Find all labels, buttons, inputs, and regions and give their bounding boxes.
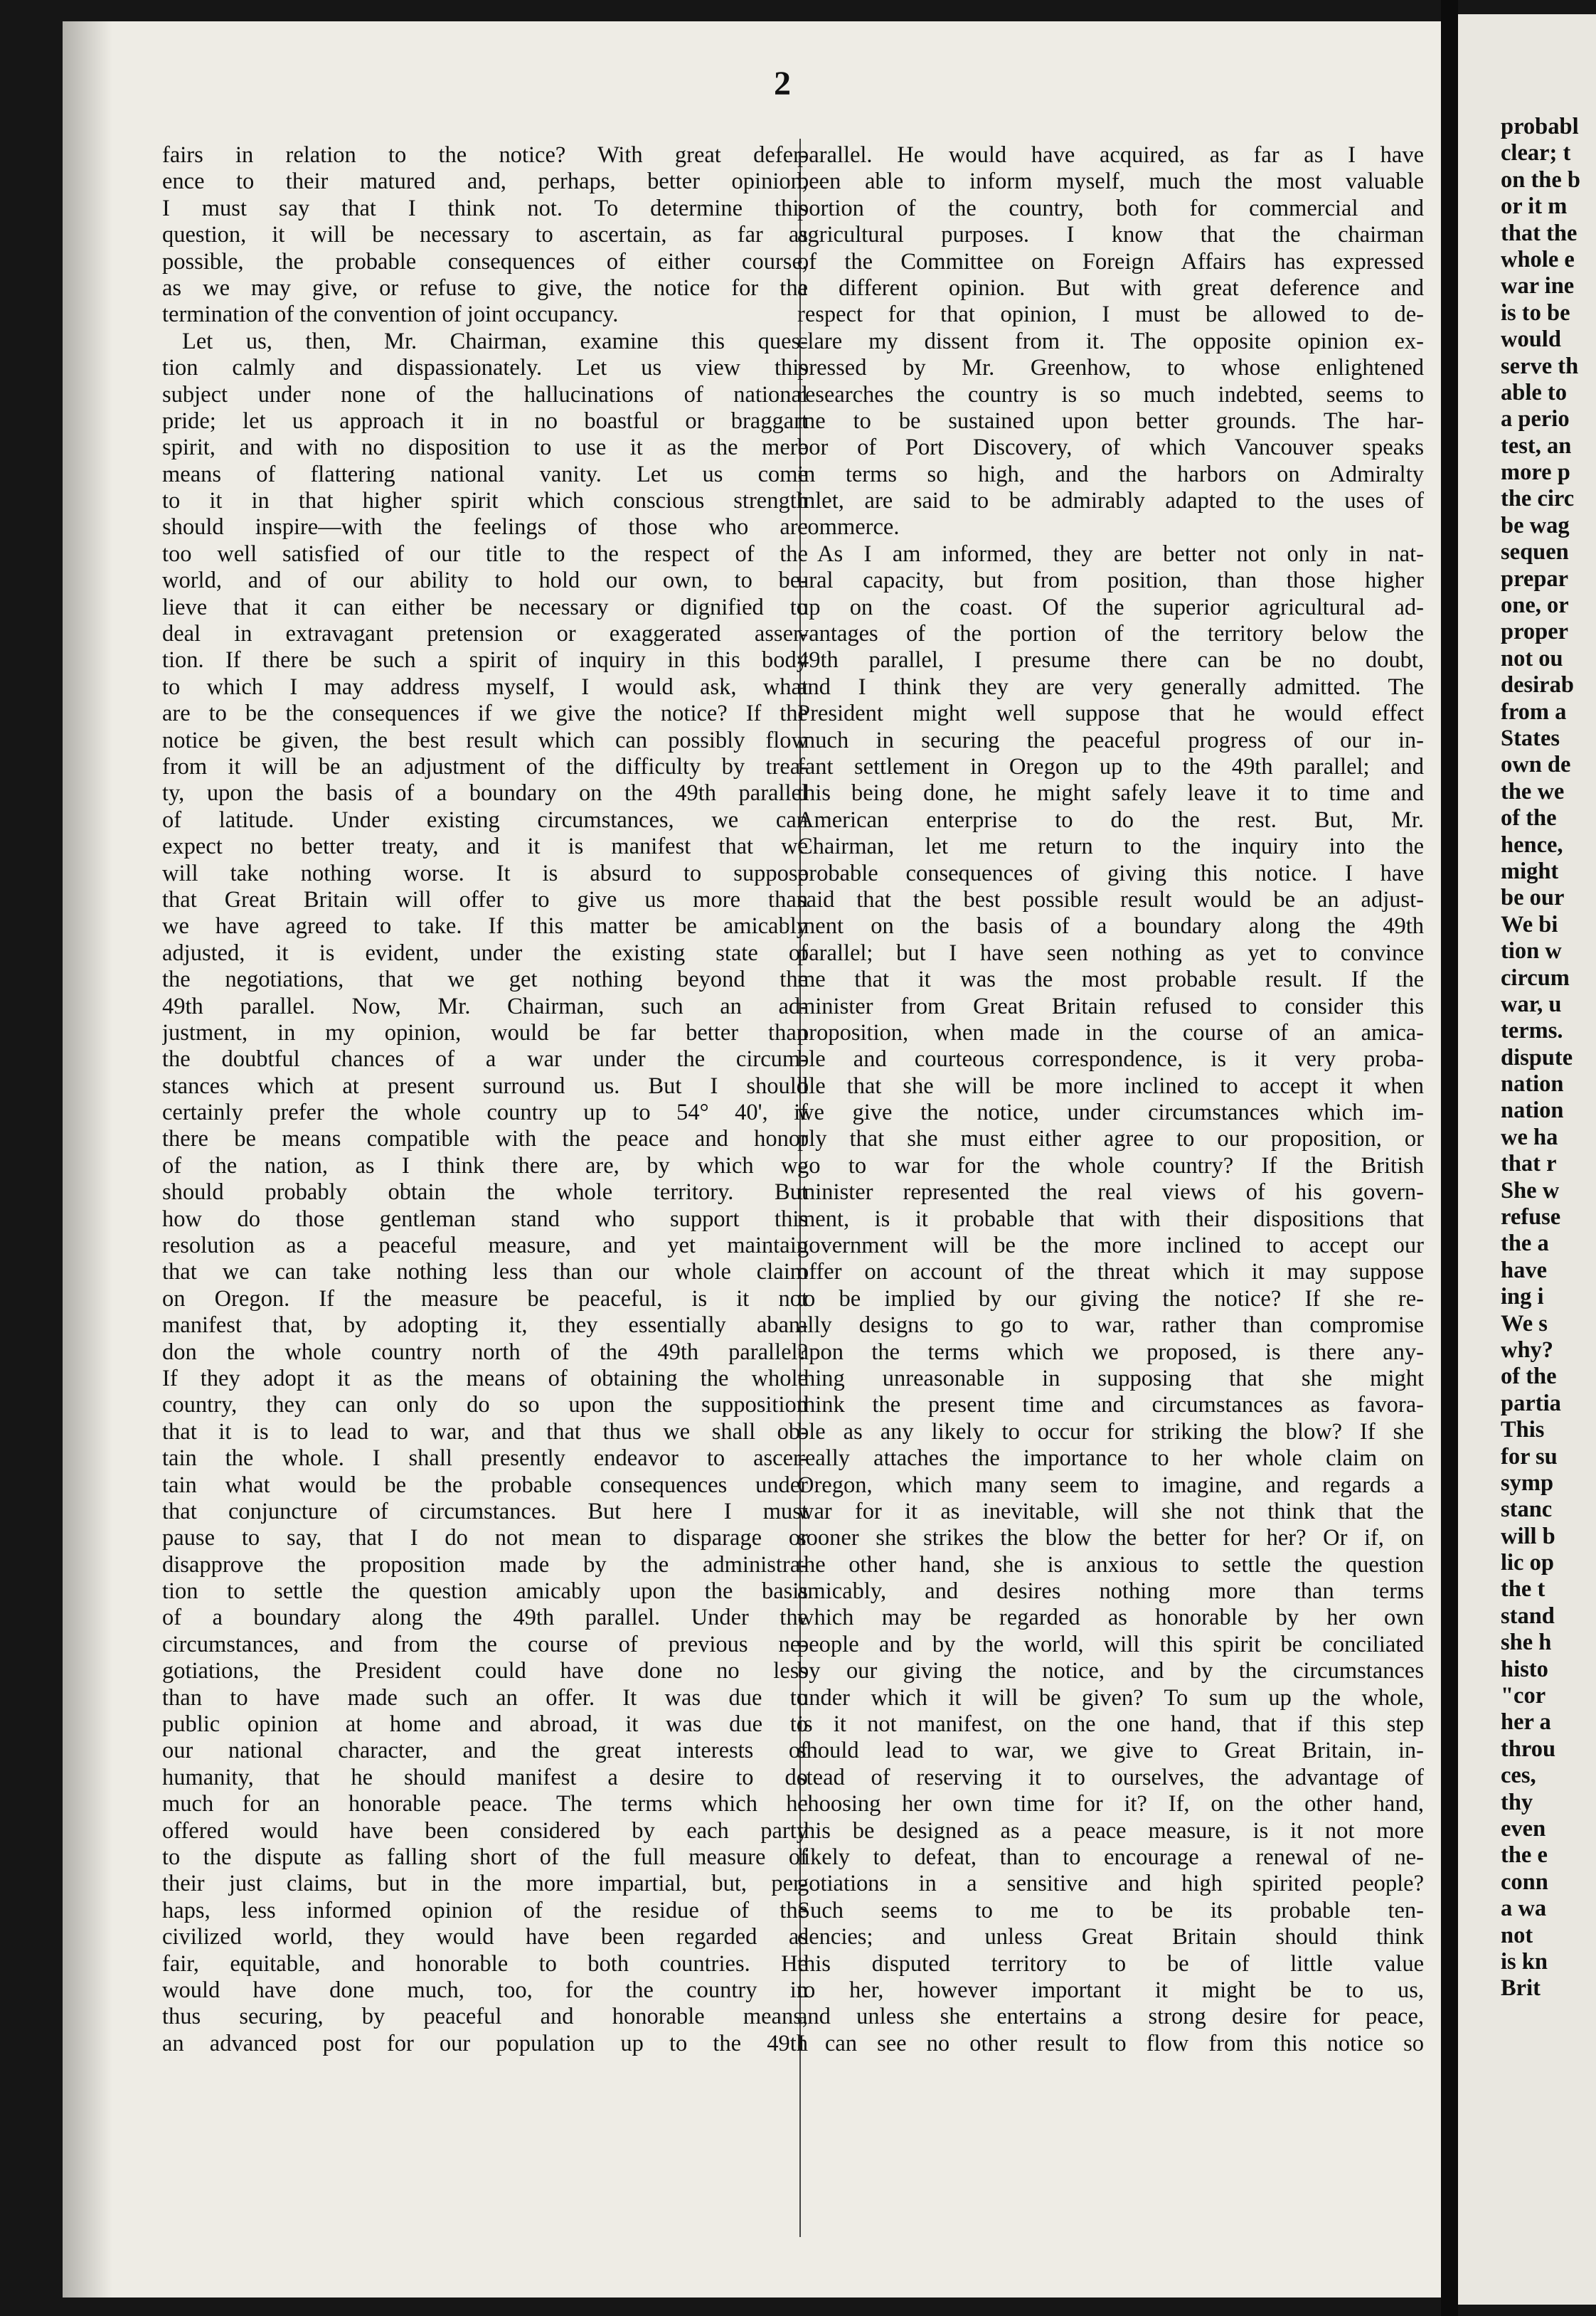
text-line: government will be the more inclined to accept our <box>797 1233 1424 1259</box>
text-line: researches the country is so much indebted, seems to <box>797 381 1424 408</box>
text-line: vantages of the portion of the territory below the <box>797 621 1424 647</box>
text-line: me that it was the most probable result. If the <box>797 967 1424 993</box>
text-line: ally designs to go to war, rather than compromise <box>797 1312 1424 1339</box>
text-line: than to have made such an offer. It was due to <box>162 1684 808 1711</box>
page-number: 2 <box>774 65 791 102</box>
text-line-fragment: serve th <box>1501 353 1579 379</box>
text-line-fragment: war ine <box>1501 273 1575 299</box>
text-line: tain the whole. I shall presently endeavor to ascer- <box>162 1445 808 1472</box>
text-line-fragment: of the <box>1501 805 1557 832</box>
text-line-fragment: whole e <box>1501 246 1575 272</box>
text-line: amicably, and desires nothing more than terms <box>797 1578 1424 1605</box>
text-line: their just claims, but in the more impartial, but, per- <box>162 1871 808 1897</box>
text-line: that we can take nothing less than our whole claim <box>162 1259 808 1285</box>
text-line-fragment: able to <box>1501 379 1567 405</box>
text-line: Chairman, let me return to the inquiry into the <box>797 834 1424 860</box>
text-line: me to be sustained upon better grounds. The har- <box>797 408 1424 434</box>
text-line-fragment: for su <box>1501 1443 1558 1470</box>
text-line: clare my dissent from it. The opposite opinion ex- <box>797 328 1424 354</box>
text-line: ply that she must either agree to our proposition, or <box>797 1126 1424 1152</box>
text-line-fragment: terms. <box>1501 1018 1563 1044</box>
text-line-fragment: nation <box>1501 1098 1564 1124</box>
text-line-fragment: test, an <box>1501 432 1572 459</box>
text-line: to it in that higher spirit which conscious strength <box>162 488 808 514</box>
text-line-fragment: throu <box>1501 1736 1556 1762</box>
right-text-column <box>797 142 1424 2057</box>
text-line: our national character, and the great interests of <box>162 1738 808 1764</box>
text-line: ment on the basis of a boundary along the 49th <box>797 913 1424 940</box>
page-gutter <box>1441 0 1458 2316</box>
text-line: thus securing, by peaceful and honorable means, <box>162 2004 808 2030</box>
text-line: lieve that it can either be necessary or dignified to <box>162 594 808 620</box>
text-line: and unless she entertains a strong desire for peace, <box>797 2004 1424 2030</box>
text-line-fragment: lic op <box>1501 1550 1554 1576</box>
text-line-fragment: her a <box>1501 1709 1551 1736</box>
text-line-fragment: conn <box>1501 1869 1548 1895</box>
text-line: humanity, that he should manifest a desire to do <box>162 1764 808 1790</box>
text-line-fragment: Brit <box>1501 1975 1541 2002</box>
text-line: will take nothing worse. It is absurd to suppose <box>162 860 808 886</box>
text-line: parallel; but I have seen nothing as yet to convince <box>797 940 1424 966</box>
text-line-fragment: the t <box>1501 1576 1546 1603</box>
text-line-fragment: proper <box>1501 619 1569 645</box>
text-line-fragment: that r <box>1501 1151 1557 1177</box>
text-line: and I think they are very generally admitted. The <box>797 674 1424 700</box>
text-line: should inspire—with the feelings of those who are <box>162 514 808 541</box>
text-line: minister from Great Britain refused to consider this <box>797 993 1424 1019</box>
text-line: choosing her own time for it? If, on the other hand, <box>797 1791 1424 1817</box>
text-line: don the whole country north of the 49th parallel? <box>162 1339 808 1365</box>
text-line: we have agreed to take. If this matter be amicably <box>162 913 808 940</box>
text-line: spirit, and with no disposition to use it as the mere <box>162 435 808 461</box>
text-line: gotiations, the President could have done no less <box>162 1658 808 1684</box>
text-line: should lead to war, we give to Great Britain, in- <box>797 1738 1424 1764</box>
text-line: to be implied by our giving the notice? If she re- <box>797 1285 1424 1312</box>
text-line: commerce. <box>797 514 900 541</box>
text-line: which may be regarded as honorable by her own <box>797 1605 1424 1631</box>
text-line: of the nation, as I think there are, by which we <box>162 1152 808 1179</box>
text-line: gotiations in a sensitive and high spirited people? <box>797 1871 1424 1897</box>
text-line-fragment: thy <box>1501 1789 1533 1815</box>
text-line: 49th parallel. Now, Mr. Chairman, such an ad- <box>162 993 808 1019</box>
text-line: this be designed as a peace measure, is it not more <box>797 1817 1424 1844</box>
text-line: up on the coast. Of the superior agricultural ad- <box>797 594 1424 620</box>
text-line: President might well suppose that he would effect <box>797 701 1424 727</box>
text-line-fragment: might <box>1501 858 1559 884</box>
text-line-fragment: tion w <box>1501 938 1562 965</box>
text-line-fragment: desirab <box>1501 672 1574 698</box>
text-line-fragment: is to be <box>1501 299 1570 326</box>
text-line: probable consequences of giving this notice. I have <box>797 860 1424 886</box>
text-line: ment, is it probable that with their dispositions that <box>797 1206 1424 1232</box>
text-line: Oregon, which many seem to imagine, and regards a <box>797 1472 1424 1498</box>
text-line: likely to defeat, than to encourage a renewal of ne- <box>797 1844 1424 1870</box>
text-line: Such seems to me to be its probable ten- <box>797 1897 1424 1923</box>
text-line: to the dispute as falling short of the full measure of <box>162 1844 808 1870</box>
text-line: proposition, when made in the course of an amica- <box>797 1019 1424 1046</box>
text-line: termination of the convention of joint occupancy. <box>162 302 619 328</box>
text-line-fragment: that the <box>1501 220 1578 246</box>
text-line-fragment: probabl <box>1501 114 1579 139</box>
text-line: resolution as a peaceful measure, and yet maintain <box>162 1233 808 1259</box>
text-line-fragment: symp <box>1501 1470 1554 1496</box>
text-line: certainly prefer the whole country up to 54° 40', if <box>162 1100 808 1126</box>
text-line-fragment: States <box>1501 725 1560 751</box>
text-line: that conjuncture of circumstances. But here I must <box>162 1498 808 1524</box>
text-line: ural capacity, but from position, than those higher <box>797 568 1424 594</box>
text-line: 49th parallel, I presume there can be no doubt, <box>797 647 1424 674</box>
text-line: manifest that, by adopting it, they essentially aban- <box>162 1312 808 1339</box>
text-line-fragment: from a <box>1501 698 1567 725</box>
text-line: the doubtful chances of a war under the circum- <box>162 1046 808 1073</box>
text-line: much for an honorable peace. The terms which he <box>162 1791 808 1817</box>
text-line: to her, however important it might be to us, <box>797 1977 1424 2003</box>
text-line-fragment: she h <box>1501 1630 1552 1656</box>
text-line-fragment: war, u <box>1501 991 1562 1017</box>
text-line: world, and of our ability to hold our own, to be- <box>162 568 808 594</box>
text-line-fragment: we ha <box>1501 1124 1558 1150</box>
text-line: expect no better treaty, and it is manifest that we <box>162 834 808 860</box>
text-line: a different opinion. But with great deference and <box>797 275 1424 301</box>
text-line: civilized world, they would have been regarded as <box>162 1924 808 1950</box>
text-line: I can see no other result to flow from this notice so <box>797 2030 1424 2056</box>
text-line: much in securing the peaceful progress of our in- <box>797 727 1424 753</box>
text-line-fragment: refuse <box>1501 1204 1561 1231</box>
text-line: been able to inform myself, much the most valuable <box>797 169 1424 195</box>
text-line-fragment: would <box>1501 326 1561 353</box>
text-line: I must say that I think not. To determine this <box>162 195 808 221</box>
text-line-fragment: of the <box>1501 1364 1557 1390</box>
text-line: tain what would be the probable consequences under <box>162 1472 808 1498</box>
text-line: of a boundary along the 49th parallel. Under the <box>162 1605 808 1631</box>
text-line-fragment: "cor <box>1501 1683 1546 1709</box>
text-line: fair, equitable, and honorable to both countries. He <box>162 1950 808 1977</box>
text-line-fragment: dispute <box>1501 1044 1573 1071</box>
text-line-fragment: This <box>1501 1417 1545 1443</box>
text-line-fragment: have <box>1501 1257 1547 1283</box>
text-line: of latitude. Under existing circumstances, we can <box>162 807 808 833</box>
text-line-fragment: ing i <box>1501 1284 1544 1310</box>
text-line: means of flattering national vanity. Let us come <box>162 461 808 487</box>
text-line: inlet, are said to be admirably adapted to the uses of <box>797 488 1424 514</box>
text-line: minister represented the real views of his govern- <box>797 1179 1424 1206</box>
text-line: subject under none of the hallucinations of national <box>162 381 808 408</box>
text-line-fragment: stanc <box>1501 1497 1553 1523</box>
text-line-fragment: one, or <box>1501 593 1569 619</box>
text-line-fragment: not <box>1501 1922 1533 1948</box>
text-line: how do those gentleman stand who support this <box>162 1206 808 1232</box>
text-line: American enterprise to do the rest. But, Mr. <box>797 807 1424 833</box>
text-line: agricultural purposes. I know that the chairman <box>797 222 1424 248</box>
text-line: that it is to lead to war, and that thus we shall ob- <box>162 1418 808 1445</box>
text-line: this disputed territory to be of little value <box>797 1950 1424 1977</box>
text-line: country, they can only do so upon the supposition <box>162 1392 808 1418</box>
text-line: war for it as inevitable, will she not think that the <box>797 1498 1424 1524</box>
text-line-fragment: We bi <box>1501 911 1558 937</box>
text-line: said that the best possible result would be an adjust- <box>797 886 1424 913</box>
text-line-fragment: why? <box>1501 1337 1554 1363</box>
text-line: pride; let us approach it in no boastful or braggart <box>162 408 808 434</box>
text-line: question, it will be necessary to ascertain, as far as <box>162 222 808 248</box>
text-line: dencies; and unless Great Britain should think <box>797 1924 1424 1950</box>
text-line: possible, the probable consequences of either course, <box>162 248 808 275</box>
text-line-fragment: partia <box>1501 1390 1561 1416</box>
text-line: people and by the world, will this spirit be conciliated <box>797 1631 1424 1657</box>
text-line-fragment: be our <box>1501 885 1565 911</box>
text-line-fragment: hence, <box>1501 832 1563 858</box>
text-line-fragment: a wa <box>1501 1896 1547 1922</box>
text-line: the negotiations, that we get nothing beyond the <box>162 967 808 993</box>
text-line: ble and courteous correspondence, is it very proba- <box>797 1046 1424 1073</box>
text-line: the other hand, she is anxious to settle the question <box>797 1551 1424 1578</box>
text-line: under which it will be given? To sum up the whole, <box>797 1684 1424 1711</box>
text-line: by our giving the notice, and by the circumstances <box>797 1658 1424 1684</box>
text-line: fairs in relation to the notice? With great defer- <box>162 142 808 168</box>
text-line: stances which at present surround us. But I should <box>162 1073 808 1099</box>
text-line: circumstances, and from the course of previous ne- <box>162 1631 808 1657</box>
text-line-fragment: nation <box>1501 1071 1564 1098</box>
text-line: stead of reserving it to ourselves, the advantage of <box>797 1764 1424 1790</box>
text-line: ble that she will be more inclined to accept it when <box>797 1073 1424 1099</box>
text-line-fragment: is kn <box>1501 1948 1548 1975</box>
text-line: this being done, he might safely leave it to time and <box>797 780 1424 807</box>
text-line: would have done much, too, for the country in <box>162 1977 808 2003</box>
text-line-fragment: prepar <box>1501 565 1569 592</box>
text-line: ble as any likely to occur for striking the blow? If she <box>797 1418 1424 1445</box>
text-line: ty, upon the basis of a boundary on the 49th parallel <box>162 780 808 807</box>
text-line: adjusted, it is evident, under the existing state of <box>162 940 808 966</box>
text-line: If they adopt it as the means of obtaining the whole <box>162 1365 808 1391</box>
text-line: should probably obtain the whole territory. But <box>162 1179 808 1206</box>
text-line: disapprove the proposition made by the administra- <box>162 1551 808 1578</box>
text-line-fragment: circum <box>1501 965 1570 991</box>
text-line: respect for that opinion, I must be allowed to de- <box>797 302 1424 328</box>
text-line-fragment: more p <box>1501 460 1570 486</box>
text-line: tion. If there be such a spirit of inquiry in this body <box>162 647 808 674</box>
text-line-fragment: even <box>1501 1816 1546 1842</box>
text-line: of the Committee on Foreign Affairs has expressed <box>797 248 1424 275</box>
text-line-fragment: stand <box>1501 1603 1555 1629</box>
text-line-fragment: not ou <box>1501 645 1563 671</box>
page-binding-shadow <box>63 21 112 2298</box>
text-line: really attaches the importance to her whole claim on <box>797 1445 1424 1472</box>
text-line: to which I may address myself, I would ask, what <box>162 674 808 700</box>
text-line-fragment: She w <box>1501 1177 1560 1204</box>
text-line: tion to settle the question amicably upon the basis <box>162 1578 808 1605</box>
text-line-fragment: will b <box>1501 1523 1555 1549</box>
text-line: deal in extravagant pretension or exaggerated asser- <box>162 621 808 647</box>
text-line-fragment: the e <box>1501 1842 1548 1869</box>
text-line-fragment: histo <box>1501 1656 1548 1682</box>
left-text-column <box>162 142 808 2057</box>
text-line: there be means compatible with the peace and honor <box>162 1126 808 1152</box>
text-line: As I am informed, they are better not only in nat- <box>817 541 1424 567</box>
text-line: bor of Port Discovery, of which Vancouver speaks <box>797 435 1424 461</box>
text-line: tion calmly and dispassionately. Let us view this <box>162 355 808 381</box>
text-line-fragment: be wag <box>1501 512 1570 538</box>
text-line: sooner she strikes the blow the better for her? Or if, on <box>797 1525 1424 1551</box>
adjacent-page-column <box>1501 114 1596 2002</box>
text-line: go to war for the whole country? If the British <box>797 1152 1424 1179</box>
text-line: we give the notice, under circumstances which im- <box>797 1100 1424 1126</box>
text-line-fragment: own de <box>1501 752 1571 778</box>
text-line-fragment: sequen <box>1501 539 1569 565</box>
text-line-fragment: the a <box>1501 1231 1549 1257</box>
text-line: as we may give, or refuse to give, the notice for the <box>162 275 808 301</box>
text-line: in terms so high, and the harbors on Admiralty <box>797 461 1424 487</box>
text-line: from it will be an adjustment of the difficulty by trea- <box>162 753 808 780</box>
text-line: portion of the country, both for commercial and <box>797 195 1424 221</box>
text-line-fragment: ces, <box>1501 1763 1536 1789</box>
text-line-fragment: on the b <box>1501 166 1580 193</box>
text-line: offer on account of the threat which it may suppose <box>797 1259 1424 1285</box>
text-line: think the present time and circumstances as favora- <box>797 1392 1424 1418</box>
text-line: that Great Britain will offer to give us more than <box>162 886 808 913</box>
text-line: parallel. He would have acquired, as far as I have <box>797 142 1424 168</box>
text-line: too well satisfied of our title to the respect of the <box>162 541 808 567</box>
text-line-fragment: the we <box>1501 778 1565 804</box>
text-line-fragment: clear; t <box>1501 140 1571 166</box>
text-line: is it not manifest, on the one hand, that if this step <box>797 1711 1424 1738</box>
text-line-fragment: a perio <box>1501 406 1570 432</box>
text-line: upon the terms which we proposed, is there any- <box>797 1339 1424 1365</box>
text-line-fragment: or it m <box>1501 193 1568 220</box>
text-line-fragment: We s <box>1501 1310 1548 1337</box>
text-line: justment, in my opinion, would be far better than <box>162 1019 808 1046</box>
text-line: public opinion at home and abroad, it was due to <box>162 1711 808 1738</box>
text-line: offered would have been considered by each party <box>162 1817 808 1844</box>
text-line: notice be given, the best result which can possibly flow <box>162 727 808 753</box>
text-line: ence to their matured and, perhaps, better opinion, <box>162 169 808 195</box>
text-line: on Oregon. If the measure be peaceful, is it not <box>162 1285 808 1312</box>
text-line: pressed by Mr. Greenhow, to whose enlightened <box>797 355 1424 381</box>
text-line: are to be the consequences if we give the notice? If the <box>162 701 808 727</box>
text-line: thing unreasonable in supposing that she might <box>797 1365 1424 1391</box>
text-line: fant settlement in Oregon up to the 49th parallel; and <box>797 753 1424 780</box>
text-line: an advanced post for our population up to the 49th <box>162 2030 808 2056</box>
text-line: haps, less informed opinion of the residue of the <box>162 1897 808 1923</box>
text-line: pause to say, that I do not mean to disparage or <box>162 1525 808 1551</box>
text-line-fragment: the circ <box>1501 486 1575 512</box>
text-line: Let us, then, Mr. Chairman, examine this ques- <box>182 328 808 354</box>
